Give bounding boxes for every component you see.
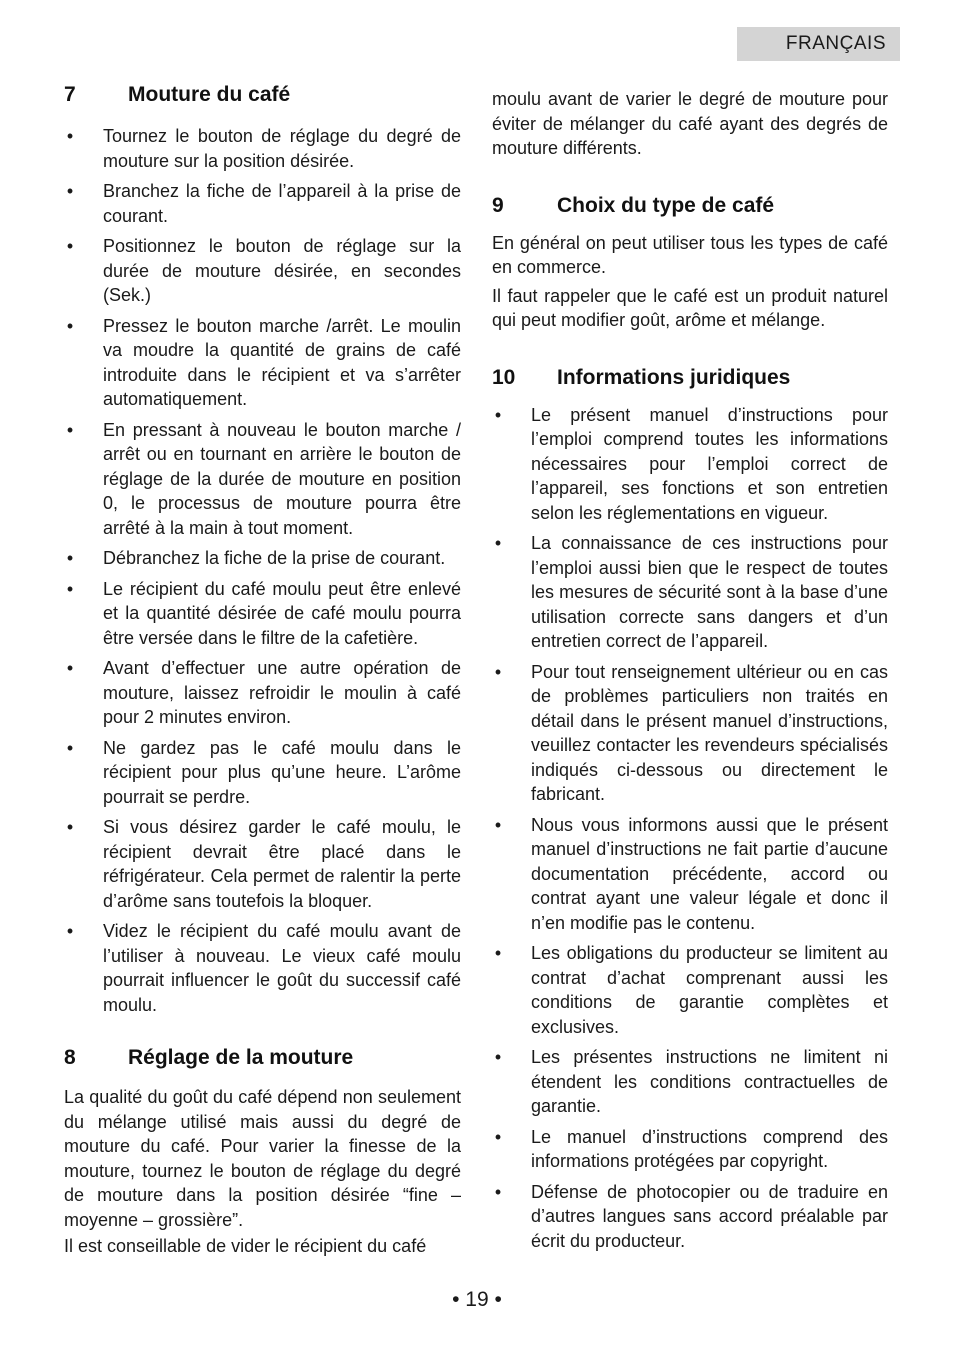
section-7-list (64, 124, 461, 1017)
list-item-text: Les présentes instructions ne limitent ni étendent les conditions contractuelles de garantie. (531, 1047, 888, 1116)
language-label: FRANÇAIS (785, 33, 886, 54)
bullet-icon: • (66, 315, 74, 336)
list-item-text: Défense de photocopier ou de traduire en d’autres langues sans accord préalable par écrit du producteur. (531, 1181, 888, 1251)
section-9-paragraph-2: Il faut rappeler que le café est un produit naturel qui peut modifier goût, arôme et mélange. (492, 285, 888, 330)
bullet-icon: • (494, 814, 502, 835)
section-7-heading (64, 82, 461, 108)
left-column (64, 82, 461, 1259)
bullet-icon: • (66, 181, 74, 201)
list-item-text: Les obligations du producteur se limitent au contrat d’achat comprenant aussi les conditions de garantie complètes et exclusives. (531, 943, 888, 1037)
section-8-title: Réglage de la mouture (128, 1046, 354, 1069)
list-item-text: Le manuel d’instructions comprend des informations protégées par copyright. (531, 1126, 888, 1171)
section-10-title: Informations juridiques (557, 365, 791, 389)
bullet-icon: • (494, 533, 502, 553)
list-item (64, 577, 461, 651)
section-9-heading (492, 193, 888, 219)
section-10-number: 10 (492, 365, 516, 389)
bullet-icon: • (66, 737, 74, 758)
list-item-text: Le présent manuel d’instructions pour l’emploi comprend toutes les informations nécessaires pour l’emploi correct de l’appareil, ses fonctions et son entretien selon les réglementations en vigueur. (531, 404, 888, 523)
list-item (64, 919, 461, 1017)
bullet-icon: • (66, 921, 74, 941)
list-item-text: Avant d’effectuer une autre opération de mouture, laissez refroidir le moulin à café pour 2 minutes environ. (103, 658, 461, 727)
list-item (64, 234, 461, 308)
section-7-number: 7 (64, 83, 76, 106)
bullet-icon: • (494, 943, 502, 963)
list-item (64, 314, 461, 412)
list-item (492, 941, 888, 1039)
list-item-text: Débranchez la fiche de la prise de courant. (103, 548, 446, 568)
section-8-paragraph-2-continued: moulu avant de varier le degré de mouture pour éviter de mélanger du café ayant des degrés de mouture différents. (492, 89, 888, 158)
language-tab (737, 27, 900, 61)
list-item (492, 813, 888, 936)
bullet-icon: • (66, 817, 74, 837)
list-item (492, 403, 888, 526)
list-item-text: Tournez le bouton de réglage du degré de mouture sur la position désirée. (103, 126, 461, 171)
list-item (492, 1045, 888, 1119)
list-item (492, 531, 888, 654)
bullet-icon: • (66, 548, 74, 568)
list-item (64, 546, 461, 571)
list-item (64, 656, 461, 730)
section-10-list (492, 403, 888, 1254)
list-item-text: En pressant à nouveau le bouton marche / arrêt ou en tournant en arrière le bouton de réglage de la durée de mouture en position 0, le processus de mouture pourra être arrêté à la main à tout moment. (103, 419, 461, 538)
section-9-title: Choix du type de café (557, 193, 775, 217)
section-8-heading (64, 1045, 461, 1071)
list-item (492, 1125, 888, 1174)
list-item-text: Ne gardez pas le café moulu dans le récipient pour plus qu’une heure. L’arôme pourrait se perdre. (103, 737, 461, 807)
bullet-icon: • (66, 419, 74, 440)
bullet-icon: • (494, 1126, 502, 1147)
bullet-icon: • (494, 1181, 502, 1202)
list-item-text: Pour tout renseignement ultérieur ou en cas de problèmes particuliers non traités en détail dans le présent manuel d’instructions, veuillez contacter les revendeurs spécialisés indiqués ci-dessous ou directement le fabricant. (531, 661, 888, 804)
section-7-title: Mouture du café (128, 83, 291, 106)
list-item-text: Branchez la fiche de l’appareil à la prise de courant. (103, 181, 461, 226)
list-item-text: Pressez le bouton marche /arrêt. Le moulin va moudre la quantité de grains de café introduite dans le récipient et va s’arrêter automatiquement. (103, 315, 461, 409)
list-item (64, 124, 461, 173)
right-column (492, 87, 888, 1259)
section-10-heading (492, 365, 888, 391)
list-item (492, 660, 888, 807)
list-item-text: Si vous désirez garder le café moulu, le récipient devrait être placé dans le réfrigérateur. Cela permet de ralentir la perte d’arôme sans toutefois la bloquer. (103, 817, 461, 911)
list-item (64, 815, 461, 913)
list-item (64, 418, 461, 541)
list-item-text: Nous vous informons aussi que le présent manuel d’instructions ne fait partie d’aucune documentation précédente, accord ou contrat ayant une valeur légale et donc il n’en modifie pas le contenu. (531, 814, 888, 933)
section-9-paragraph-1: En général on peut utiliser tous les types de café en commerce. (492, 232, 888, 277)
bullet-icon: • (66, 658, 74, 678)
list-item-text: La connaissance de ces instructions pour l’emploi aussi bien que le respect de toutes les mesures de sécurité sont à la base d’une utilisation correcte sans dangers et d’un entretien correct de l’appareil. (531, 533, 888, 651)
section-8-number: 8 (64, 1046, 76, 1069)
bullet-icon: • (66, 578, 74, 599)
list-item (492, 1180, 888, 1254)
list-item-text: Le récipient du café moulu peut être enlevé et la quantité désirée de café moulu pourra être versée dans le filtre de la cafetière. (103, 578, 461, 648)
bullet-icon: • (494, 661, 502, 682)
bullet-icon: • (66, 126, 74, 146)
list-item-text: Videz le récipient du café moulu avant de l’utiliser à nouveau. Le vieux café moulu pourrait influencer le goût du successif café moulu. (103, 921, 461, 1015)
section-8-paragraph-1: La qualité du goût du café dépend non seulement du mélange utilisé mais aussi du degré de mouture du café. Pour varier la finesse de la mouture, tournez le bouton de réglage du degré de mouture dans la position désirée “fine – moyenne – grossière”. (64, 1087, 461, 1230)
section-9-number: 9 (492, 193, 504, 217)
list-item (64, 736, 461, 810)
list-item (64, 179, 461, 228)
list-item-text: Positionnez le bouton de réglage sur la durée de mouture désirée, en secondes (Sek.) (103, 236, 461, 305)
section-8-paragraph-2: Il est conseillable de vider le récipient du café (64, 1236, 427, 1256)
bullet-icon: • (66, 236, 74, 256)
bullet-icon: • (494, 1047, 502, 1067)
page-number: • 19 • (452, 1288, 502, 1311)
bullet-icon: • (494, 404, 502, 425)
